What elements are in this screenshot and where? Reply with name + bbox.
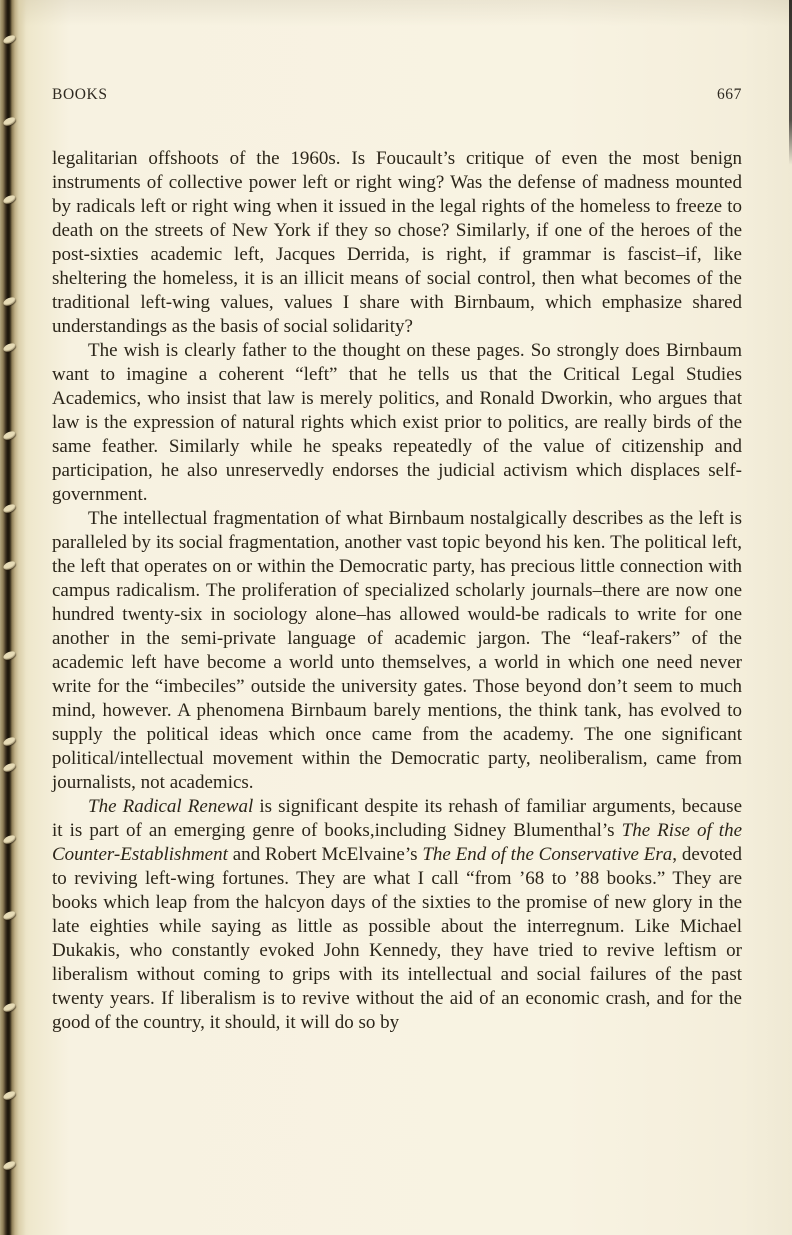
text-run: and Robert McElvaine’s <box>227 844 423 865</box>
text-run: , devoted to reviving left-wing fortunes. They are what I call “from ’68 to ’88 books.” They are books which leap from the halcyon days of the sixties to the promise of new glory in the late eighties while saying as little as possible about the interregnum. Like Michael Dukakis, who constantly evoked John Kennedy, they have tried to revive leftism or liberalism without coming to grips with its intellectual and social failures of the past twenty years. If liberalism is to revive without the aid of an economic crash, and for the good of the country, it should, it will do so by <box>52 844 742 1033</box>
book-title-italic: The Radical Renewal <box>88 796 254 817</box>
paragraph <box>52 147 742 339</box>
text-block <box>52 147 742 1035</box>
text-run: The wish is clearly father to the thought on these pages. So strongly does Birnbaum want to imagine a coherent “left” that he tells us that the Critical Legal Studies Academics, who insist that law is merely politics, and Ronald Dworkin, who argues that law is the expression of natural rights which exist prior to politics, are really birds of the same feather. Similarly while he speaks repeatedly of the value of citizenship and participation, he also unreservedly endorses the judicial activism which displaces self-government. <box>52 340 742 505</box>
binding-stitch-mark <box>2 116 17 128</box>
book-title-italic: The Rise of the Counter-Establishment <box>52 820 743 865</box>
running-header <box>52 86 742 104</box>
binding-stitch-mark <box>2 1002 17 1014</box>
paragraph <box>52 339 742 507</box>
binding-stitch-mark <box>2 650 17 662</box>
binding-stitch-mark <box>2 834 17 846</box>
paragraph <box>52 795 742 1035</box>
book-title-italic: The End of the Conservative Era <box>422 844 673 865</box>
text-run: The intellectual fragmentation of what Birnbaum nostalgically describes as the left is paralleled by its social fragmentation, another vast topic beyond his ken. The political left, the left that operates on or within the Democratic party, has precious little connection with campus radicalism. The proliferation of specialized scholarly journals–there are now one hundred twenty-six in sociology alone–has allowed would-be radicals to write for one another in the semi-private language of academic jargon. The “leaf-rakers” of the academic left have become a world unto themselves, a world in which one need never write for the “imbeciles” outside the university gates. Those beyond don’t seem to much mind, however. A phenomena Birnbaum barely mentions, the think tank, has evolved to supply the political ideas which once came from the academy. The one significant political/intellectual movement within the Democratic party, neoliberalism, came from journalists, not academics. <box>52 508 742 793</box>
text-run: is significant despite its rehash of familiar arguments, because it is part of an emerging genre of books,including Sidney Blumenthal’s <box>52 796 743 841</box>
binding-stitch-mark <box>2 503 17 515</box>
binding-stitch-mark <box>2 430 17 442</box>
book-binding-edge <box>0 0 26 1235</box>
page-number: 667 <box>716 86 742 103</box>
running-header-section: BOOKS <box>52 86 108 103</box>
binding-stitch-mark <box>2 194 17 206</box>
binding-stitch-mark <box>2 1160 17 1172</box>
binding-stitch-mark <box>2 560 17 572</box>
binding-stitch-mark <box>2 342 17 354</box>
binding-stitch-mark <box>2 34 17 46</box>
paragraph <box>52 507 742 795</box>
binding-stitch-mark <box>2 910 17 922</box>
binding-stitch-mark <box>2 762 17 774</box>
binding-stitch-mark <box>2 1090 17 1102</box>
binding-stitch-mark <box>2 736 17 748</box>
binding-stitch-mark <box>2 296 17 308</box>
text-run: legalitarian offshoots of the 1960s. Is Foucault’s critique of even the most benign instruments of collective power left or right wing? Was the defense of madness mounted by radicals left or right wing when it issued in the legal rights of the homeless to freeze to death on the streets of New York if they so chose? Similarly, if one of the heroes of the post-sixties academic left, Jacques Derrida, is right, if grammar is fascist–if, like sheltering the homeless, it is an illicit means of social control, then what becomes of the traditional left-wing values, values I share with Birnbaum, which emphasize shared understandings as the basis of social solidarity? <box>52 148 742 337</box>
